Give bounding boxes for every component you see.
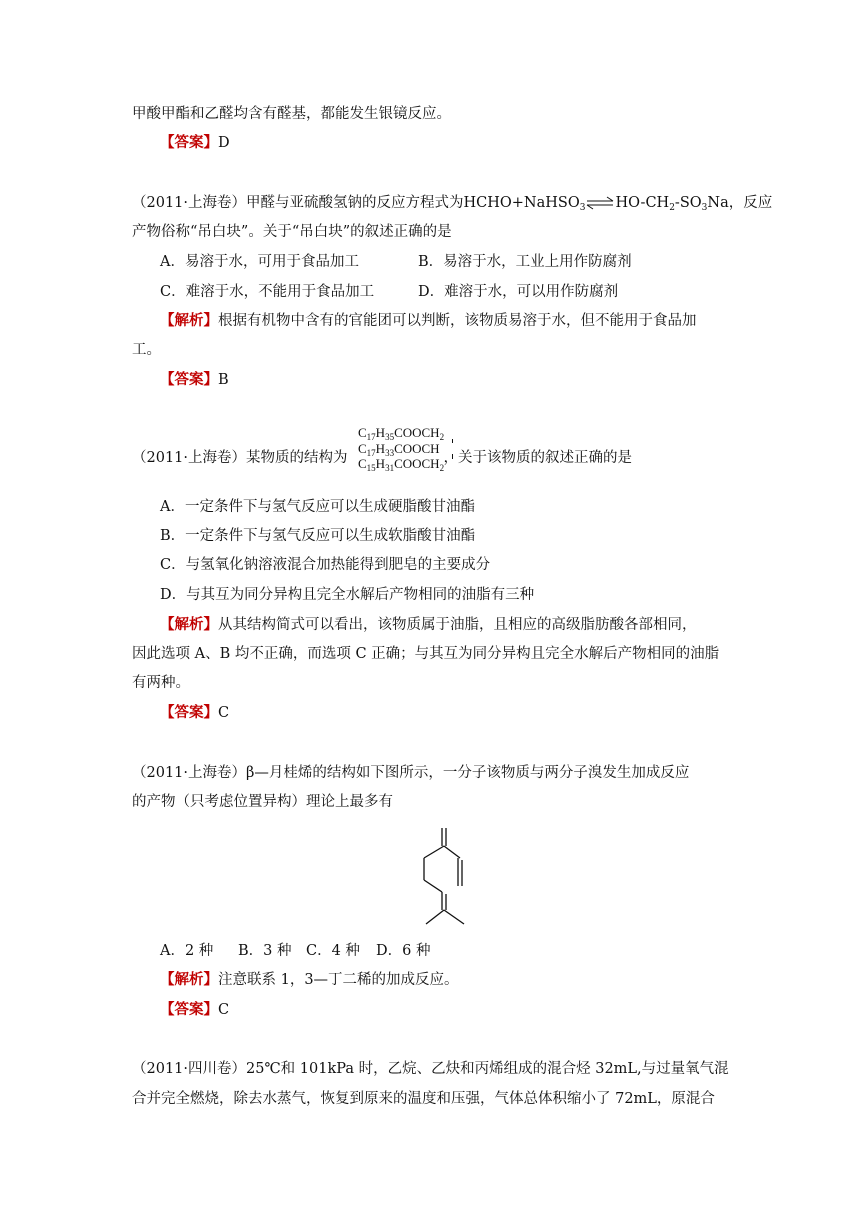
q1-eq-left: HCHO+NaHSO <box>463 195 580 211</box>
answer-value: D <box>218 135 230 151</box>
analysis-tag: 【解析】 <box>160 312 218 329</box>
q2-analysis-2: 因此选项 A、B 均不正确，而选项 C 正确；与其互为同分异构且完全水解后产物相同的油脂 <box>132 646 720 662</box>
myrcene-structure-diagram <box>412 826 472 936</box>
q1-answer-value: B <box>218 372 229 388</box>
q2-option-b: B．一定条件下与氢气反应可以生成软脂酸甘油酯 <box>160 528 476 544</box>
q3-answer-value: C <box>218 1002 230 1018</box>
q1-option-d: D．难溶于水，可以用作防腐剂 <box>418 284 619 300</box>
q2-analysis-1: 从其结构简式可以看出，该物质属于油脂，且相应的高级脂肪酸各部相同， <box>218 617 697 633</box>
analysis-tag: 【解析】 <box>160 971 218 988</box>
q3-option-a: A．2 种 <box>160 943 214 959</box>
answer-tag: 【答案】 <box>160 134 218 151</box>
q4-line2: 合并完全燃烧，除去水蒸气，恢复到原来的温度和压强，气体总体积缩小了 72mL，原混合 <box>132 1091 715 1107</box>
q1-eq-right-a: HO-CH <box>615 195 670 211</box>
q2-analysis-3: 有两种。 <box>132 675 190 691</box>
q2-option-a: A．一定条件下与氢气反应可以生成硬脂酸甘油酯 <box>160 499 475 515</box>
intro-line: 甲酸甲酯和乙醛均含有醛基，都能发生银镜反应。 <box>132 106 451 122</box>
q3-analysis-text: 注意联系 1，3—丁二稀的加成反应。 <box>218 972 459 988</box>
q1-analysis <box>160 311 697 331</box>
formula-row-2: $C_{17}H_{33}COOCH$ <box>358 440 440 458</box>
q3-source-1: （2011·上海卷）β—月桂烯的结构如下图所示，一分子该物质与两分子溴发生加成反应 <box>132 765 690 781</box>
q1-source-line <box>132 193 772 213</box>
q3-option-b: B．3 种 <box>238 943 292 959</box>
equilibrium-arrow-icon <box>585 193 615 213</box>
q3-option-c: C．4 种 <box>306 943 360 959</box>
answer-tag: 【答案】 <box>160 371 218 388</box>
q1-eq-right-sub: 2 <box>669 203 675 213</box>
q1-source: （2011·上海卷）甲醛与亚硫酸氢钠的反应方程式为 <box>132 195 464 211</box>
q1-option-b: B．易溶于水，工业上用作防腐剂 <box>418 254 632 270</box>
q1-eq-left-sub: 3 <box>579 203 586 213</box>
q2-answer-value: C <box>218 705 230 721</box>
answer-prev <box>160 133 230 153</box>
q1-analysis-2: 工。 <box>132 342 161 358</box>
q2-source-post: ，关于该物质的叙述正确的是 <box>443 450 633 466</box>
analysis-tag: 【解析】 <box>160 616 218 633</box>
answer-tag: 【答案】 <box>160 1001 218 1018</box>
q2-source-pre: （2011·上海卷）某物质的结构为 <box>132 450 348 466</box>
formula-bond-top <box>452 439 453 443</box>
q2-answer <box>160 703 229 723</box>
formula-row-1: $C_{17}H_{35}COOCH_2$ <box>358 425 445 442</box>
q3-analysis <box>160 970 459 990</box>
q4-line1: （2011·四川卷）25℃和 101kPa 时，乙烷、乙炔和丙烯组成的混合烃 32mL,与过量氧气混 <box>132 1061 729 1077</box>
answer-tag: 【答案】 <box>160 704 218 721</box>
q1-answer <box>160 370 229 390</box>
q1-option-c: C．难溶于水，不能用于食品加工 <box>160 284 375 300</box>
q2-analysis <box>160 615 697 635</box>
q1-eq-right-b: -SO <box>674 195 702 211</box>
q2-option-c: C．与氢氧化钠溶液混合加热能得到肥皂的主要成分 <box>160 557 491 573</box>
q1-analysis-1: 根据有机物中含有的官能团可以判断，该物质易溶于水，但不能用于食品加 <box>218 313 697 329</box>
q1-option-a: A．易溶于水，可用于食品加工 <box>160 254 359 270</box>
q1-eq-right-c: Na，反应 <box>707 195 773 211</box>
q2-option-d: D．与其互为同分异构且完全水解后产物相同的油脂有三种 <box>160 587 535 603</box>
formula-row-3: $C_{15}H_{31}COOCH_2$ <box>358 456 445 473</box>
q3-option-d: D．6 种 <box>376 943 431 959</box>
q3-answer <box>160 1000 229 1020</box>
q3-source-2: 的产物（只考虑位置异构）理论上最多有 <box>132 794 393 810</box>
q1-line2: 产物俗称“吊白块”。关于“吊白块”的叙述正确的是 <box>132 224 452 240</box>
q1-eq-right-sub2: 3 <box>701 203 708 213</box>
q2-source-line <box>132 448 632 468</box>
